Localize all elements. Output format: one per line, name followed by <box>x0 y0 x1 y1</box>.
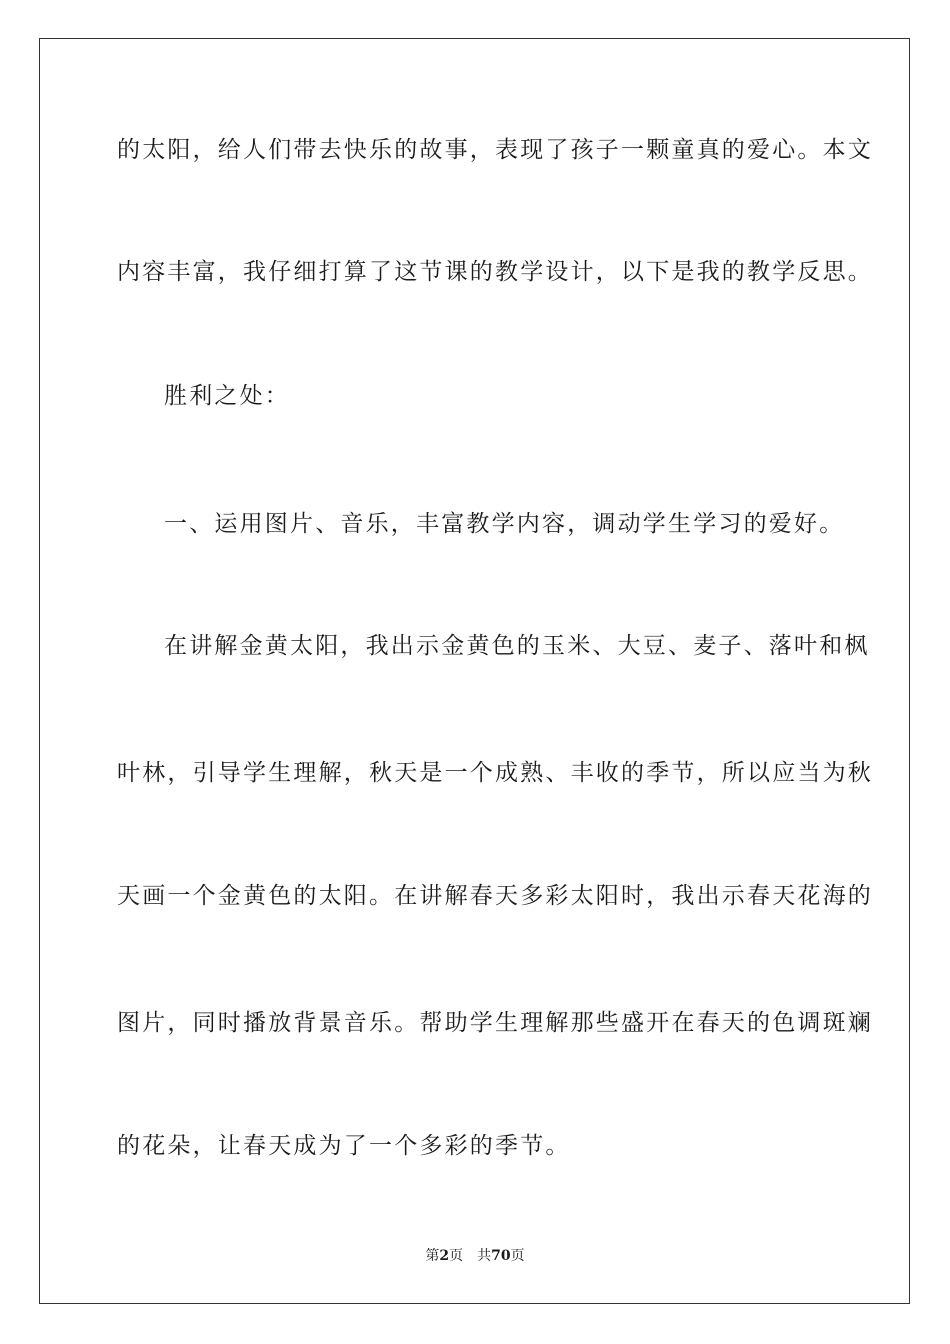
total-prefix: 共 <box>477 1248 492 1264</box>
text-line-6: 叶林，引导学生理解，秋天是一个成熟、丰收的季节，所以应当为秋 <box>117 760 873 786</box>
section-heading: 胜利之处： <box>164 383 290 409</box>
text-line-8: 图片，同时播放背景音乐。帮助学生理解那些盛开在春天的色调斑斓 <box>117 1010 873 1036</box>
page-footer <box>0 1247 950 1265</box>
page-number: 2 <box>439 1248 450 1264</box>
text-line-2: 内容丰富，我仔细打算了这节课的教学设计，以下是我的教学反思。 <box>117 259 873 285</box>
text-line-5: 在讲解金黄太阳，我出示金黄色的玉米、大豆、麦子、落叶和枫 <box>164 633 870 659</box>
text-line-1: 的太阳，给人们带去快乐的故事，表现了孩子一颗童真的爱心。本文 <box>117 137 873 163</box>
text-line-9: 的花朵，让春天成为了一个多彩的季节。 <box>117 1133 571 1159</box>
text-line-7: 天画一个金黄色的太阳。在讲解春天多彩太阳时，我出示春天花海的 <box>117 883 873 909</box>
total-suffix: 页 <box>510 1248 525 1264</box>
page-prefix: 第 <box>425 1248 440 1264</box>
page-frame <box>39 38 910 1304</box>
point-heading: 一、运用图片、音乐，丰富教学内容，调动学生学习的爱好。 <box>164 511 845 537</box>
page-suffix: 页 <box>449 1248 464 1264</box>
total-pages: 70 <box>491 1248 511 1264</box>
